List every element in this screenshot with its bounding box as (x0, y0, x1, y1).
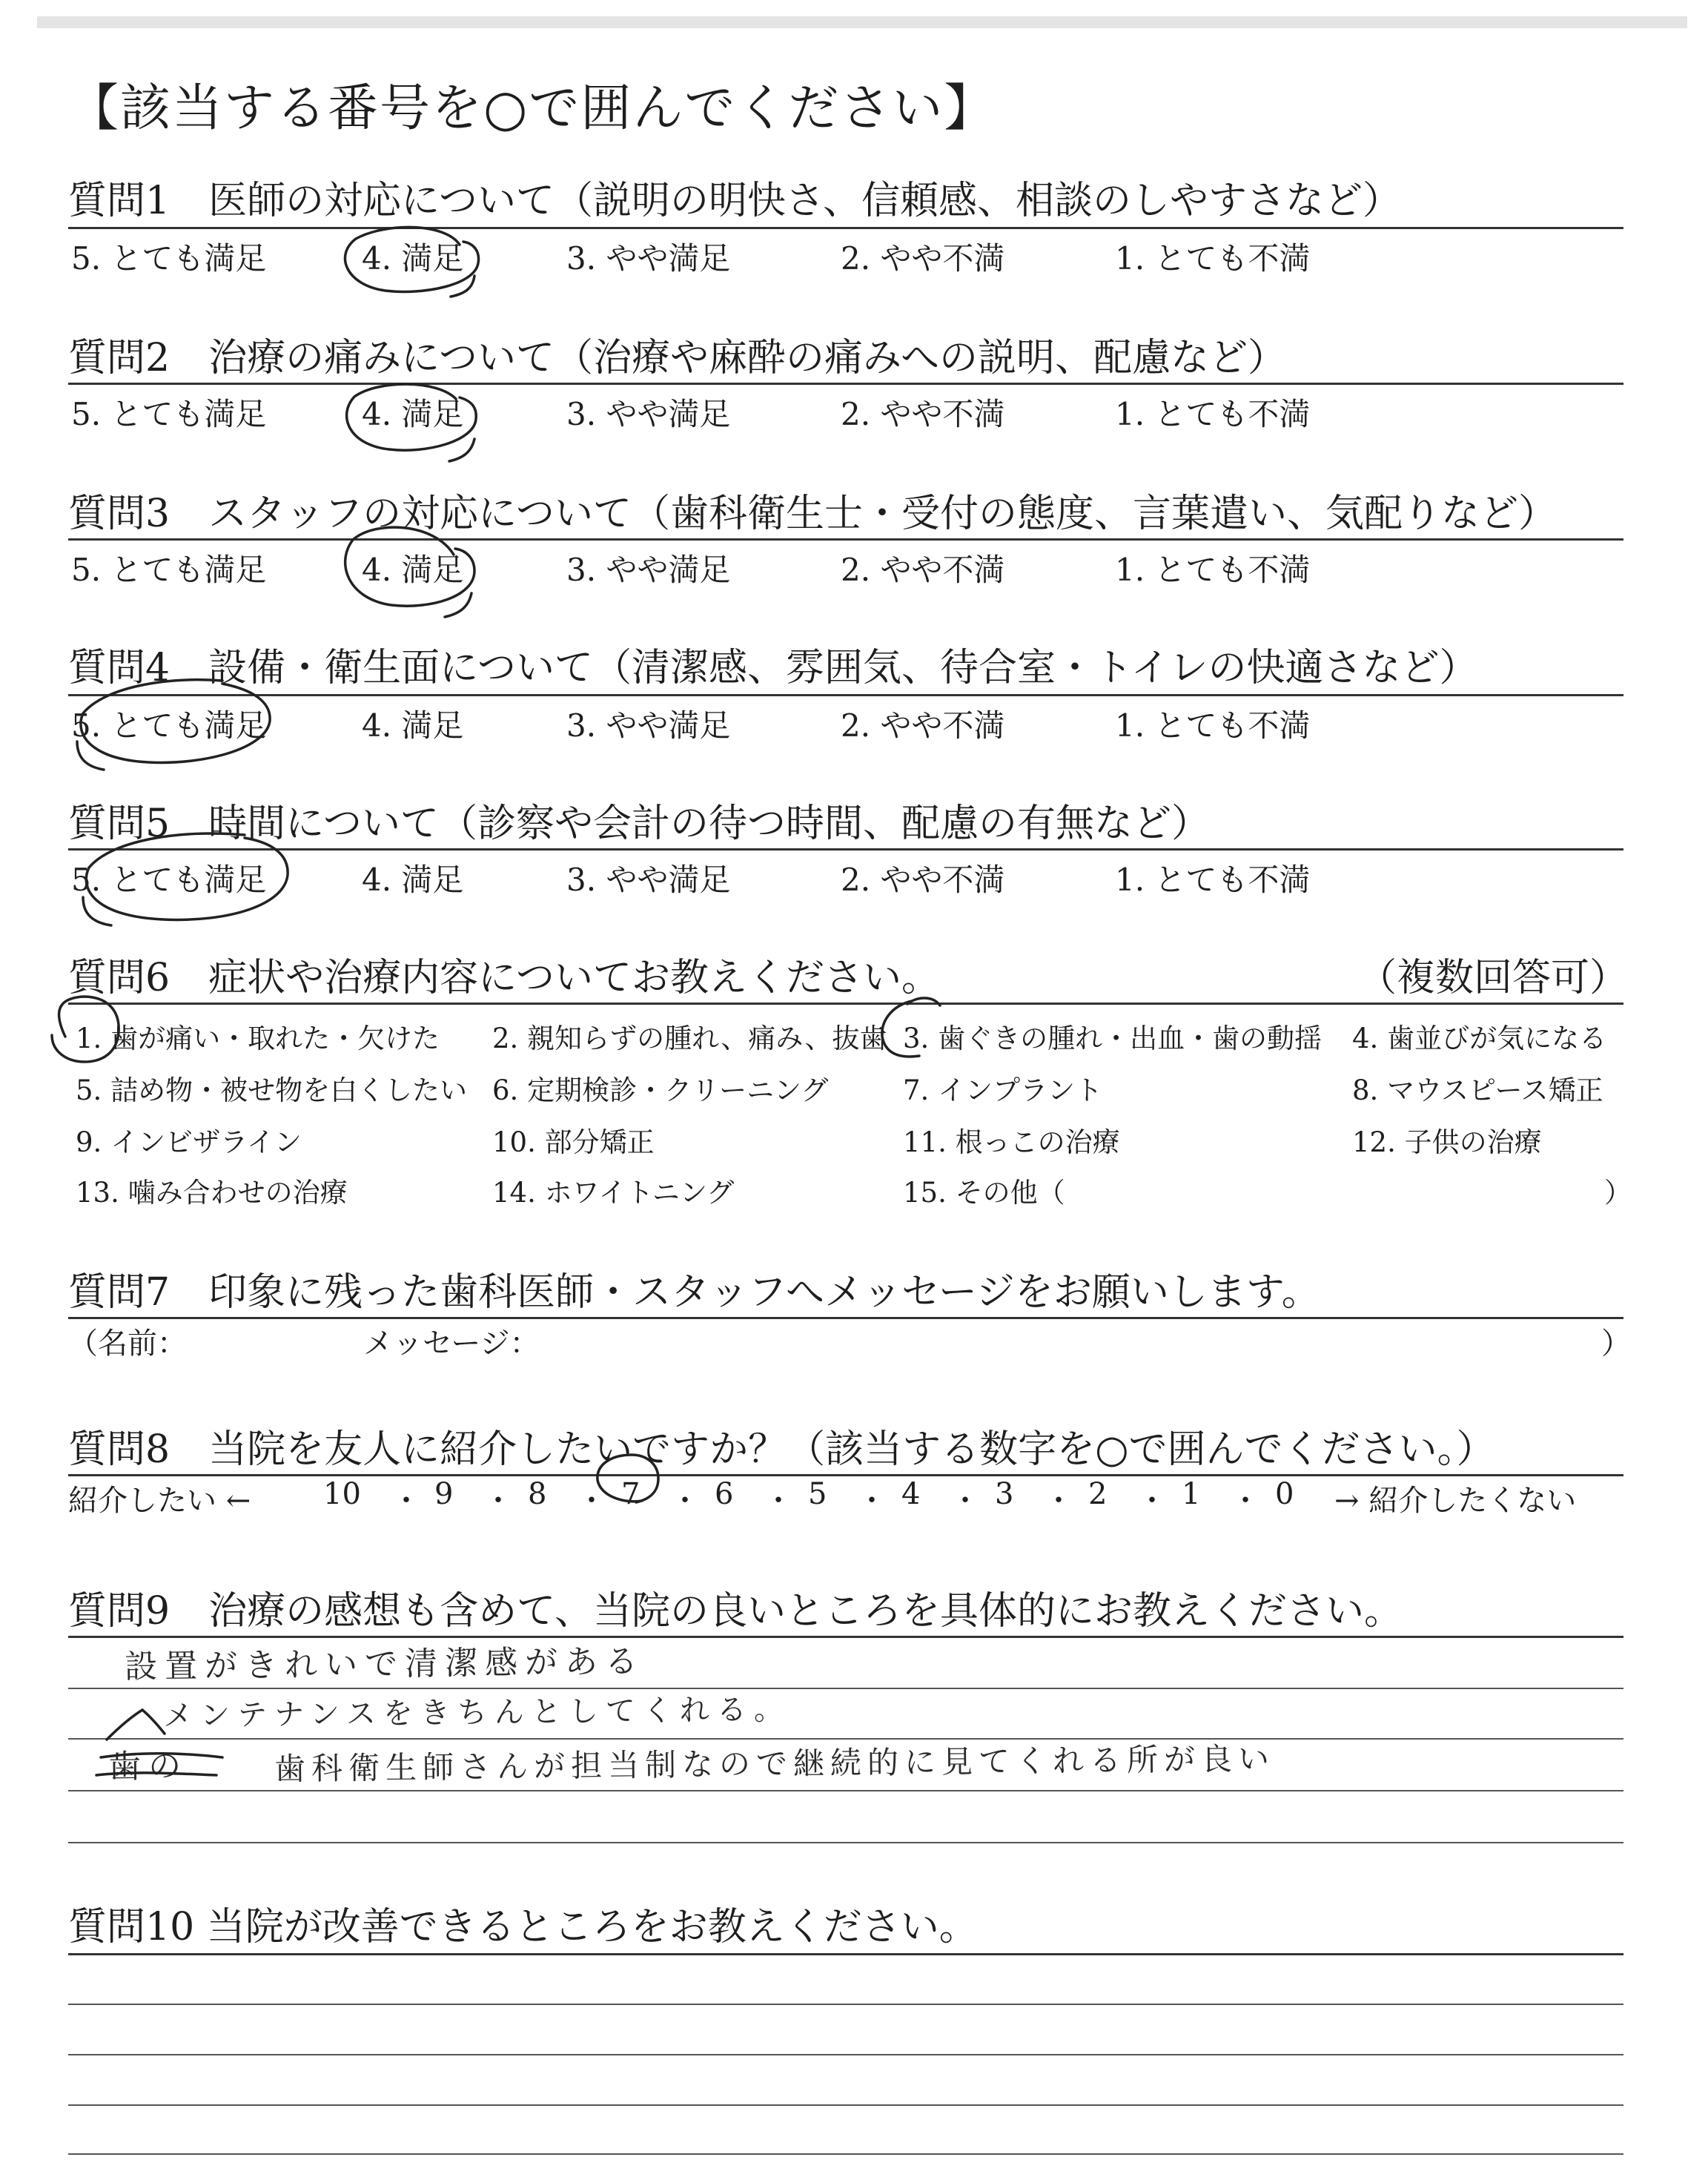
question-6-note: （複数回答可） (1358, 956, 1629, 1000)
q9-writing-line (68, 1790, 1623, 1791)
q3-option-4[interactable]: 4. 満足 (362, 552, 464, 588)
q9-answer-line-3: 歯科衛生師さんが担当制なので継続的に見てくれる所が良い (274, 1740, 1276, 1788)
question-7-rule (68, 1317, 1623, 1319)
q9-answer-line-1: 設置がきれいで清潔感がある (124, 1642, 646, 1686)
q10-writing-line (68, 2104, 1623, 2106)
question-4-rule (68, 694, 1623, 696)
scan-edge (37, 16, 1687, 28)
q8-score-6[interactable]: 6 (715, 1477, 734, 1511)
q6-option-14[interactable]: 14. ホワイトニング (492, 1177, 735, 1209)
q1-option-2[interactable]: 2. やや不満 (841, 240, 1005, 277)
q3-option-1[interactable]: 1. とても不満 (1115, 552, 1311, 588)
q8-score-2[interactable]: 2 (1088, 1477, 1108, 1511)
q8-sep: ・ (1137, 1484, 1167, 1518)
q5-option-2[interactable]: 2. やや不満 (841, 862, 1005, 898)
q6-option-3[interactable]: 3. 歯ぐきの腫れ・出血・歯の動揺 (903, 1023, 1323, 1054)
q6-option-4[interactable]: 4. 歯並びが気になる (1352, 1023, 1607, 1054)
question-10-title: 質問10 当院が改善できるところをお教えください。 (68, 1905, 978, 1949)
q10-writing-line (68, 2054, 1623, 2055)
question-8-rule (68, 1474, 1623, 1476)
question-3-title: 質問3 スタッフの対応について（歯科衛生士・受付の態度、言葉遣い、気配りなど） (68, 492, 1558, 536)
q2-option-3[interactable]: 3. やや満足 (566, 396, 731, 432)
q7-close-paren: ） (1601, 1327, 1631, 1361)
q6-option-9[interactable]: 9. インビザライン (76, 1126, 302, 1158)
q8-left-label: 紹介したい ← (68, 1484, 251, 1518)
q7-name-label: （名前： (68, 1327, 187, 1361)
q4-option-5[interactable]: 5. とても満足 (71, 707, 267, 744)
q8-sep: ・ (670, 1484, 700, 1518)
q6-option-7[interactable]: 7. インプラント (903, 1074, 1103, 1106)
q4-option-2[interactable]: 2. やや不満 (841, 707, 1005, 744)
question-6-title: 質問6 症状や治療内容についてお教えください。 (68, 956, 941, 1000)
q2-option-1[interactable]: 1. とても不満 (1115, 396, 1311, 432)
q8-score-9[interactable]: 9 (434, 1477, 454, 1511)
q4-option-3[interactable]: 3. やや満足 (566, 707, 731, 744)
q6-option-1[interactable]: 1. 歯が痛い・取れた・欠けた (76, 1023, 440, 1054)
q9-answer-line-2: メンテナンスをきちんとしてくれる。 (162, 1692, 792, 1734)
q6-option-2[interactable]: 2. 親知らずの腫れ、痛み、抜歯 (492, 1023, 887, 1054)
q6-option-15-close: ） (1604, 1177, 1632, 1209)
q2-option-4[interactable]: 4. 満足 (362, 396, 464, 432)
question-4-title: 質問4 設備・衛生面について（清潔感、雰囲気、待合室・トイレの快適さなど） (68, 646, 1478, 690)
q6-option-13[interactable]: 13. 噛み合わせの治療 (76, 1177, 348, 1209)
q5-option-1[interactable]: 1. とても不満 (1115, 862, 1311, 898)
question-1-rule (68, 227, 1623, 229)
q9-writing-line (68, 1688, 1623, 1689)
q3-option-5[interactable]: 5. とても満足 (71, 552, 267, 588)
q8-score-10[interactable]: 10 (323, 1477, 361, 1511)
question-6-rule (68, 1003, 1623, 1005)
question-2-rule (68, 383, 1623, 385)
q8-score-1[interactable]: 1 (1182, 1477, 1201, 1511)
q6-option-5[interactable]: 5. 詰め物・被せ物を白くしたい (76, 1074, 468, 1106)
q2-option-2[interactable]: 2. やや不満 (841, 396, 1005, 432)
q10-writing-line (68, 2004, 1623, 2005)
question-7-title: 質問7 印象に残った歯科医師・スタッフへメッセージをお願いします。 (68, 1270, 1320, 1315)
q7-message-label: メッセージ： (363, 1327, 540, 1361)
q1-option-3[interactable]: 3. やや満足 (566, 240, 731, 277)
q3-option-3[interactable]: 3. やや満足 (566, 552, 731, 588)
q10-writing-line (68, 2153, 1623, 2155)
q8-sep: ・ (483, 1484, 513, 1518)
q8-sep: ・ (391, 1484, 421, 1518)
q5-option-5[interactable]: 5. とても満足 (71, 862, 267, 898)
q1-option-5[interactable]: 5. とても満足 (71, 240, 267, 277)
q9-caret-mark (107, 1710, 165, 1740)
q2-option-5[interactable]: 5. とても満足 (71, 396, 267, 432)
q5-option-4[interactable]: 4. 満足 (362, 862, 464, 898)
q3-option-2[interactable]: 2. やや不満 (841, 552, 1005, 588)
q8-score-4[interactable]: 4 (901, 1477, 921, 1511)
q8-score-8[interactable]: 8 (528, 1477, 547, 1511)
q8-score-0[interactable]: 0 (1275, 1477, 1294, 1511)
q6-option-6[interactable]: 6. 定期検診・クリーニング (492, 1074, 829, 1106)
q1-option-4[interactable]: 4. 満足 (362, 240, 464, 277)
q8-score-7[interactable]: 7 (621, 1477, 640, 1511)
question-5-title: 質問5 時間について（診察や会計の待つ時間、配慮の有無など） (68, 802, 1211, 846)
question-9-title: 質問9 治療の感想も含めて、当院の良いところを具体的にお教えください。 (68, 1589, 1403, 1634)
q8-score-3[interactable]: 3 (995, 1477, 1014, 1511)
q8-sep: ・ (1044, 1484, 1073, 1518)
q8-sep: ・ (764, 1484, 793, 1518)
question-8-title: 質問8 当院を友人に紹介したいですか？（該当する数字を○で囲んでください。） (68, 1427, 1495, 1472)
q8-right-label: → 紹介したくない (1334, 1484, 1577, 1518)
q4-option-1[interactable]: 1. とても不満 (1115, 707, 1311, 744)
q9-answer-struck: 歯の (107, 1747, 189, 1786)
q6-option-15[interactable]: 15. その他（ (903, 1177, 1065, 1209)
question-1-title: 質問1 医師の対応について（説明の明快さ、信頼感、相談のしやすさなど） (68, 179, 1401, 223)
q6-option-8[interactable]: 8. マウスピース矯正 (1352, 1074, 1603, 1106)
question-3-rule (68, 538, 1623, 541)
question-10-rule (68, 1953, 1623, 1955)
q4-option-4[interactable]: 4. 満足 (362, 707, 464, 744)
q8-sep: ・ (1231, 1484, 1260, 1518)
question-2-title: 質問2 治療の痛みについて（治療や麻酔の痛みへの説明、配慮など） (68, 336, 1287, 380)
question-5-rule (68, 848, 1623, 851)
q8-sep: ・ (950, 1484, 980, 1518)
page-title: 【該当する番号を○で囲んでください】 (68, 79, 996, 138)
q5-option-3[interactable]: 3. やや満足 (566, 862, 731, 898)
q8-score-5[interactable]: 5 (808, 1477, 827, 1511)
q6-option-10[interactable]: 10. 部分矯正 (492, 1126, 655, 1158)
q6-option-11[interactable]: 11. 根っこの治療 (903, 1126, 1120, 1158)
q8-sep: ・ (577, 1484, 606, 1518)
q9-writing-line (68, 1842, 1623, 1843)
q6-option-12[interactable]: 12. 子供の治療 (1352, 1126, 1542, 1158)
q1-option-1[interactable]: 1. とても不満 (1115, 240, 1311, 277)
q8-sep: ・ (857, 1484, 887, 1518)
